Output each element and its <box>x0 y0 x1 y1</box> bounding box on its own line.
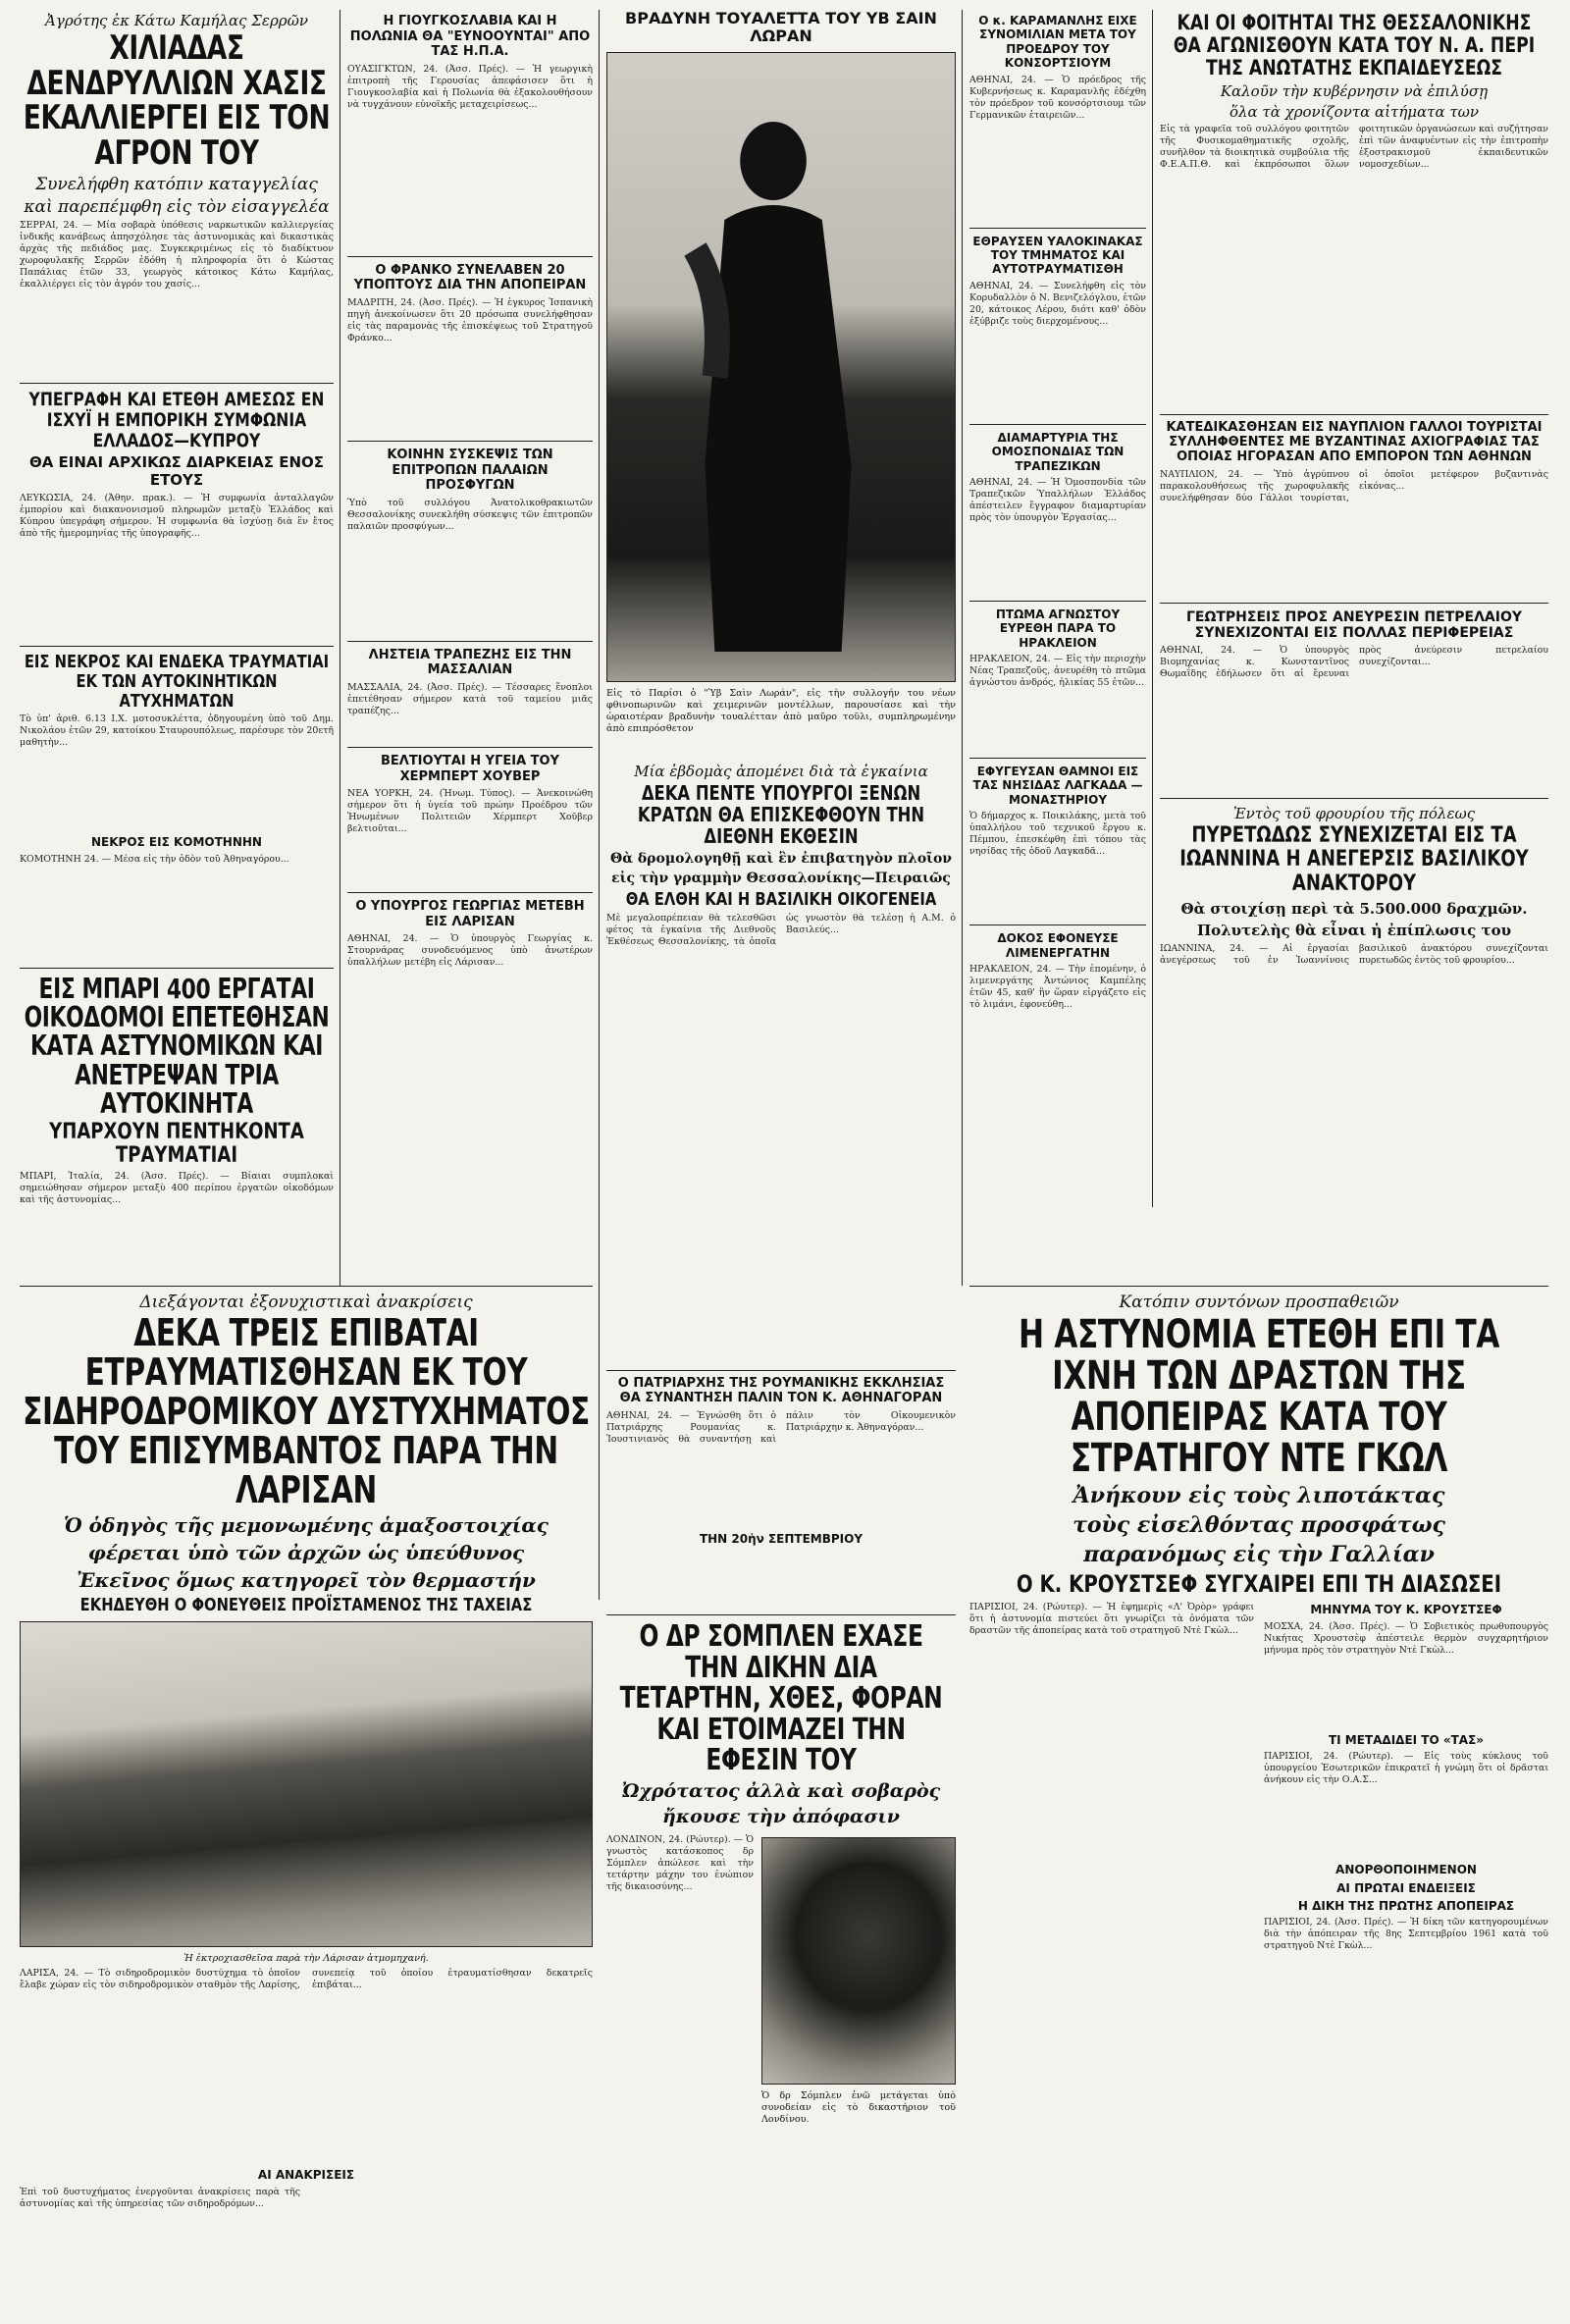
headline-karamanlis: Ο κ. ΚΑΡΑΜΑΝΛΗΣ ΕΙΧΕ ΣΥΝΟΜΙΛΙΑΝ ΜΕΤΑ ΤΟΥ ΠΡΟΕΔΡΟΥ ΤΟΥ ΚΟΝΣΟΡΤΣΙΟΥΜ <box>978 14 1137 71</box>
soblen-story <box>606 1831 956 2132</box>
headline-car-accidents: ΕΙΣ ΝΕΚΡΟΣ ΚΑΙ ΕΝΔΕΚΑ ΤΡΑΥΜΑΤΙΑΙ ΕΚ ΤΩΝ ΑΥΤΟΚΙΝΗΤΙΚΩΝ ΑΤΥΧΗΜΑΤΩΝ <box>24 651 330 712</box>
subhead: ΕΚΗΔΕΥΘΗ Ο ΦΟΝΕΥΘΕΙΣ ΠΡΟΪΣΤΑΜΕΝΟΣ ΤΗΣ ΤΑΧΕΙΑΣ <box>79 1595 533 1616</box>
article-body: ΗΡΑΚΛΕΙΟΝ, 24. — Τὴν ἐπομένην, ὁ λιμενεργάτης Ἀντώνιος Καμπέλης ἐτῶν 45, καθ' ἣν ὥραν εἰργάζετο εἰς τὸ λιμάνι, ἐφονεύθη... <box>969 964 1146 1011</box>
article-body: ΚΟΜΟΤΗΝΗ 24. — Μέσα εἰς τὴν ὁδὸν τοῦ Ἀθηναγόρου... <box>20 853 289 865</box>
de-gaulle-story <box>969 1599 1548 2115</box>
subhead: Η ΔΙΚΗ ΤΗΣ ΠΡΩΤΗΣ ΑΠΟΠΕΙΡΑΣ <box>1297 1898 1515 1913</box>
headline-de-gaulle: Η ΑΣΤΥΝΟΜΙΑ ΕΤΕΘΗ ΕΠΙ ΤΑ ΙΧΝΗ ΤΩΝ ΔΡΑΣΤΩΝ ΤΗΣ ΑΠΟΠΕΙΡΑΣ ΚΑΤΑ ΤΟΥ ΣΤΡΑΤΗΓΟΥ ΝΤΕ ΓΚΩΛ <box>1019 1312 1499 1481</box>
column-4 <box>969 10 1146 1055</box>
lower-middle-section <box>606 761 956 2132</box>
headline-train-accident: ΔΕΚΑ ΤΡΕΙΣ ΕΠΙΒΑΤΑΙ ΕΤΡΑΥΜΑΤΙΣΘΗΣΑΝ ΕΚ ΤΟΥ ΣΙΔΗΡΟΔΡΟΜΙΚΟΥ ΔΥΣΤΥΧΗΜΑΤΟΣ ΤΟΥ ΕΠΙΣΥΜΒΑΝΤΟΣ ΠΑΡΑ ΤΗΝ ΛΑΡΙΣΑΝ <box>23 1311 590 1511</box>
subhead: Συνελήφθη κατόπιν καταγγελίας <box>35 174 318 194</box>
subhead: τοὺς εἰσελθόντας προσφάτως <box>1073 1512 1445 1538</box>
subhead: Ὁ ὁδηγὸς τῆς μεμονωμένης ἁμαξοστοιχίας <box>64 1513 549 1538</box>
article-body: ΠΑΡΙΣΙΟΙ, 24. (Ρώυτερ). — Ἡ ἐφημερὶς «Λ' Ὀρὸρ» γράφει ὅτι ἡ ἀστυνομία πιστεύει ὅτι γνωρίζει τὰ ὀνόματα τῶν δραστῶν τῆς ἀποπείρας κατὰ τοῦ στρατηγοῦ Ντὲ Γκὼλ... <box>969 1602 1254 1637</box>
headline-khrushchev: Ο Κ. ΚΡΟΥΣΤΣΕΦ ΣΥΓΧΑΙΡΕΙ ΕΠΙ ΤΗ ΔΙΑΣΩΣΕΙ <box>1016 1570 1502 1598</box>
article-body: ΑΘΗΝΑΙ, 24. — Ἡ Ὁμοσπονδία τῶν Τραπεζικῶν Ὑπαλλήλων Ἑλλάδος ἀπέστειλεν ἔγγραφον διαμαρτυρίαν πρὸς τὸν ὑπουργὸν Ἐργασίας... <box>969 476 1146 523</box>
subhead: Ἐκεῖνος ὅμως κατηγορεῖ τὸν θερμαστήν <box>77 1568 536 1593</box>
subhead: εἰς τὴν γραμμὴν Θεσσαλονίκης—Πειραιῶς <box>611 871 951 886</box>
column-3 <box>606 10 956 738</box>
subhead: ΜΗΝΥΜΑ ΤΟΥ Κ. ΚΡΟΥΣΤΣΕΦ <box>1310 1603 1502 1617</box>
subhead: ΤΗΝ 20ἡν ΣΕΠΤΕΜΒΡΙΟΥ <box>699 1531 864 1546</box>
article-body: ΜΠΑΡΙ, Ἰταλία, 24. (Ἀσσ. Πρές). — Βίαιαι συμπλοκαὶ σημειώθησαν σήμερον μεταξὺ 400 περίπου ἐργατῶν οἰκοδόμων καὶ τῆς ἀστυνομίας... <box>20 1171 334 1206</box>
headline-students: ΚΑΙ ΟΙ ΦΟΙΤΗΤΑΙ ΤΗΣ ΘΕΣΣΑΛΟΝΙΚΗΣ ΘΑ ΑΓΩΝΙΣΘΟΥΝ ΚΑΤΑ ΤΟΥ Ν. Α. ΠΕΡΙ ΤΗΣ ΑΝΩΤΑΤΗΣ ΕΚΠΑΙΔΕΥΣΕΩΣ <box>1173 11 1536 80</box>
article-body: Ὑπὸ τοῦ συλλόγου Ἀνατολικοθρακιωτῶν Θεσσαλονίκης συνεκλήθη σύσκεψις τῶν ἐπιτροπῶν παλαιῶν προσφύγων... <box>347 497 593 532</box>
subhead: ΝΕΚΡΟΣ ΕΙΣ ΚΟΜΟΤΗΝΗΝ <box>91 835 262 850</box>
photo-caption: Ὁ δρ Σόμπλεν ἐνῶ μετάγεται ὑπὸ συνοδείαν εἰς τὸ δικαστήριον τοῦ Λονδίνου. <box>761 2089 956 2125</box>
headline-franco: Ο ΦΡΑΝΚΟ ΣΥΝΕΛΑΒΕΝ 20 ΥΠΟΠΤΟΥΣ ΔΙΑ ΤΗΝ ΑΠΟΠΕΙΡΑΝ <box>353 262 587 293</box>
article-body: ΙΩΑΝΝΙΝΑ, 24. — Αἱ ἐργασίαι ἀνεγέρσεως τοῦ ἐν Ἰωαννίνοις βασιλικοῦ ἀνακτόρου συνεχίζονται πυρετωδῶς ἐντὸς τοῦ φρουρίου... <box>1160 942 1548 966</box>
article-body: Ἐπὶ τοῦ δυστυχήματος ἐνεργοῦνται ἀνακρίσεις παρὰ τῆς ἀστυνομίας καὶ τῆς ὑπηρεσίας τῶν σιδηροδρόμων... <box>20 2186 300 2209</box>
kicker: Κατόπιν συντόνων προσπαθειῶν <box>1119 1293 1399 1312</box>
headline-glass: ΕΘΡΑΥΣΕΝ ΥΑΛΟΚΙΝΑΚΑΣ ΤΟΥ ΤΜΗΜΑΤΟΣ ΚΑΙ ΑΥΤΟΤΡΑΥΜΑΤΙΣΘΗ <box>972 234 1143 277</box>
article-body: Ὁ δήμαρχος κ. Ποικιλάκης, μετὰ τοῦ ὑπαλλήλου τοῦ τεχνικοῦ ἔργου κ. Πέμπου, ἐπεσκέφθη ἐπὶ τόπου τὰς νησίδας τῆς ὁδοῦ Λαγκαδᾶ... <box>969 811 1146 858</box>
dress-silhouette-icon <box>607 53 955 681</box>
lower-left-section <box>20 1286 593 2258</box>
article-body: ΑΘΗΝΑΙ, 24. — Συνελήφθη εἰς τὸν Κορυδαλλὸν ὁ Ν. Βενιζελόγλου, ἐτῶν 20, κάτοικος Λέρου, διότι καθ' ὁδὸν ἐξύβριζε τοὺς διερχομένους... <box>969 280 1146 327</box>
headline-unknown-body: ΠΤΩΜΑ ΑΓΝΩΣΤΟΥ ΕΥΡΕΘΗ ΠΑΡΑ ΤΟ ΗΡΑΚΛΕΙΟΝ <box>995 607 1121 650</box>
subhead: Θὰ δρομολογηθῇ καὶ ἓν ἐπιβατηγὸν πλοῖον <box>610 851 952 867</box>
headline-nafplion: ΚΑΤΕΔΙΚΑΣΘΗΣΑΝ ΕΙΣ ΝΑΥΠΛΙΟΝ ΓΑΛΛΟΙ ΤΟΥΡΙΣΤΑΙ ΣΥΛΛΗΦΘΕΝΤΕΣ ΜΕ ΒΥΖΑΝΤΙΝΑΣ ΑΧΙΟΓΡΑΦΙΑΣ ΤΑΣ ΟΠΟΙΑΣ ΗΓΟΡΑΣΑΝ ΑΠΟ ΕΜΠΟΡΟΝ ΤΩΝ ΑΘΗΝΩΝ <box>1166 420 1543 465</box>
article-body: ΑΘΗΝΑΙ, 24. — Ἐγνώσθη ὅτι ὁ Πατριάρχης Ρουμανίας κ. Ἰουστινιανὸς θὰ συναντήσῃ καὶ πάλιν τὸν Οἰκουμενικὸν Πατριάρχην κ. Ἀθηναγόραν... <box>606 1409 956 1445</box>
subhead: ΑΙ ΠΡΩΤΑΙ ΕΝΔΕΙΞΕΙΣ <box>1336 1880 1476 1895</box>
headline-bushes: ΕΦΥΓΕΥΣΑΝ ΘΑΜΝΟΙ ΕΙΣ ΤΑΣ ΝΗΣΙΔΑΣ ΛΑΓΚΑΔΑ — ΜΟΝΑΣΤΗΡΙΟΥ <box>972 765 1143 807</box>
article-body: ΛΕΥΚΩΣΙΑ, 24. (Ἀθην. πρακ.). — Ἡ συμφωνία ἀνταλλαγῶν ἐμπορίου καὶ διακανονισμοῦ πληρωμῶν μεταξὺ Ἑλλάδος καὶ Κύπρου ὑπεγράφη σήμερον. Ἡ συμφωνία θὰ ἰσχύσῃ διὰ ἓν ἔτος ἀπὸ τῆς ἡμερομηνίας τῆς ὑπογραφῆς... <box>20 492 334 539</box>
subhead: ΤΙ ΜΕΤΑΔΙΔΕΙ ΤΟ «ΤΑΣ» <box>1328 1732 1485 1747</box>
kicker: Διεξάγονται ἐξονυχιστικαὶ ἀνακρίσεις <box>139 1293 473 1312</box>
article-body: ΠΑΡΙΣΙΟΙ, 24. (Ρώυτερ). — Εἰς τοὺς κύκλους τοῦ ὑπουργείου Ἐσωτερικῶν ἐπικρατεῖ ἡ γνώμη ὅτι οἱ δρᾶσται ἀνήκουν εἰς τὴν Ο.Α.Σ... <box>1264 1751 1548 1786</box>
subhead: φέρεται ὑπὸ τῶν ἀρχῶν ὡς ὑπεύθυνος <box>87 1541 525 1565</box>
article-body: Μὲ μεγαλοπρέπειαν θὰ τελεσθῶσι φέτος τὰ ἐγκαίνια τῆς Διεθνοῦς Ἐκθέσεως Θεσσαλονίκης, τὰ ὁποῖα ὡς γνωστὸν θὰ τελέσῃ ἡ Α.Μ. ὁ Βασιλεύς... <box>606 912 956 947</box>
soblen-photo <box>761 1837 956 2085</box>
headline-soblen: Ο ΔΡ ΣΟΜΠΛΕΝ ΕΧΑΣΕ ΤΗΝ ΔΙΚΗΝ ΔΙΑ ΤΕΤΑΡΤΗΝ, ΧΘΕΣ, ΦΟΡΑΝ ΚΑΙ ΕΤΟΙΜΑΖΕΙ ΤΗΝ ΕΦΕΣΙΝ ΤΟΥ <box>619 1619 943 1778</box>
newspaper-page <box>20 10 1550 2314</box>
headline-agriculture-minister: Ο ΥΠΟΥΡΓΟΣ ΓΕΩΡΓΙΑΣ ΜΕΤΕΒΗ ΕΙΣ ΛΑΡΙΣΑΝ <box>355 899 585 929</box>
headline-dockworker: ΔΟΚΟΣ ΕΦΟΝΕΥΣΕ ΛΙΜΕΝΕΡΓΑΤΗΝ <box>997 931 1119 960</box>
headline-cyprus-agreement: ΥΠΕΓΡΑΦΗ ΚΑΙ ΕΤΕΘΗ ΑΜΕΣΩΣ ΕΝ ΙΣΧΥΪ Η ΕΜΠΟΡΙΚΗ ΣΥΜΦΩΝΙΑ ΕΛΛΑΔΟΣ—ΚΥΠΡΟΥ <box>28 388 325 451</box>
headline-royal-family: ΘΑ ΕΛΘΗ ΚΑΙ Η ΒΑΣΙΛΙΚΗ ΟΙΚΟΓΕΝΕΙΑ <box>625 889 937 910</box>
subhead: ΑΝΟΡΘΟΠΟΙΗΜΕΝΟΝ <box>1335 1863 1477 1877</box>
article-body: ΛΟΝΔΙΝΟΝ, 24. (Ρώυτερ). — Ὁ γνωστὸς κατάσκοπος δρ Σόμπλεν ἀπώλεσε καὶ τὴν τετάρτην μάχην του ἐνώπιον τῆς δικαιοσύνης... <box>606 1833 754 1892</box>
article-body: ΑΘΗΝΑΙ, 24. — Ὁ πρόεδρος τῆς Κυβερνήσεως κ. Καραμανλῆς ἐδέχθη τὸν πρόεδρον τοῦ κονσόρτσιουμ τῶν Γερμανικῶν ἑταιρειῶν... <box>969 74 1146 121</box>
headline-marseille: ΛΗΣΤΕΙΑ ΤΡΑΠΕΖΗΣ ΕΙΣ ΤΗΝ ΜΑΣΣΑΛΙΑΝ <box>368 647 572 678</box>
subhead: παρανόμως εἰς τὴν Γαλλίαν <box>1083 1542 1435 1567</box>
subhead: ΘΑ ΕΙΝΑΙ ΑΡΧΙΚΩΣ ΔΙΑΡΚΕΙΑΣ ΕΝΟΣ ΕΤΟΥΣ <box>28 453 325 489</box>
subhead: ΑΙ ΑΝΑΚΡΙΣΕΙΣ <box>257 2168 355 2183</box>
kicker: Ἀγρότης ἐκ Κάτω Καμήλας Σερρῶν <box>45 12 308 29</box>
headline-bank-federation: ΔΙΑΜΑΡΤΥΡΙΑ ΤΗΣ ΟΜΟΣΠΟΝΔΙΑΣ ΤΩΝ ΤΡΑΠΕΖΙΚΩΝ <box>991 430 1125 473</box>
article-body: ΑΘΗΝΑΙ, 24. — Ὁ ὑπουργὸς Γεωργίας κ. Στουρνάρας συνοδευόμενος ὑπὸ ἀνωτέρων ὑπαλλήλων μετέβη εἰς Λάρισαν... <box>347 933 593 969</box>
subhead: ἤκουσε τὴν ἀπόφασιν <box>662 1805 900 1827</box>
column-2 <box>347 10 593 1083</box>
headline-yugoslavia: Η ΓΙΟΥΓΚΟΣΛΑΒΙΑ ΚΑΙ Η ΠΟΛΩΝΙΑ ΘΑ "ΕΥΝΟΟΥΝΤΑΙ" ΑΠΟ ΤΑΣ Η.Π.Α. <box>349 14 591 60</box>
article-body: Τὸ ὑπ' ἀριθ. 6.13 Ι.Χ. μοτοσυκλέττα, ὁδηγουμένη ὑπὸ τοῦ Δημ. Νικολάου ἐτῶν 29, κατοίκου Σταυρουπόλεως, παρέσυρε τὸν 20ετῆ μαθητὴν... <box>20 713 334 749</box>
article-body: ΑΘΗΝΑΙ, 24. — Ὁ ὑπουργὸς Βιομηχανίας κ. Κωνσταντῖνος Θωμαΐδης ἐδήλωσεν ὅτι αἱ ἔρευναι πρὸς ἀνεύρεσιν πετρελαίου συνεχίζονται... <box>1160 645 1548 680</box>
subhead: Θὰ στοιχίσῃ περὶ τὰ 5.500.000 δραχμῶν. <box>1180 899 1528 918</box>
column-rule <box>599 10 600 1600</box>
headline-saint-laurent: ΒΡΑΔΥΝΗ ΤΟΥΑΛΕΤΤΑ ΤΟΥ ΥΒ ΣΑΙΝ ΛΩΡΑΝ <box>625 9 937 46</box>
article-body: ΜΑΣΣΑΛΙΑ, 24. (Ἀσσ. Πρές). — Τέσσαρες ἔνοπλοι ἐπετέθησαν σήμερον κατὰ τοῦ ταμείου μιᾶς τραπέζης... <box>347 681 593 716</box>
article-body: ΛΑΡΙΣΑ, 24. — Τὸ σιδηροδρομικὸν δυστύχημα τὸ ὁποῖον ἔλαβε χώραν εἰς τὸν σιδηροδρομικὸν σταθμὸν τῆς Λαρίσης, συνεπείᾳ τοῦ ὁποίου ἐτραυματίσθησαν δεκατρεῖς ἐπιβάται... <box>20 1968 593 1991</box>
headline-fair-ministers: ΔΕΚΑ ΠΕΝΤΕ ΥΠΟΥΡΓΟΙ ΞΕΝΩΝ ΚΡΑΤΩΝ ΘΑ ΕΠΙΣΚΕΦΘΟΥΝ ΤΗΝ ΔΙΕΘΝΗ ΕΚΘΕΣΙΝ <box>637 781 925 848</box>
article-body: ΣΕΡΡΑΙ, 24. — Μία σοβαρὰ ὑπόθεσις ναρκωτικῶν καλλιεργείας ἰνδικῆς κανάβεως ἀπησχόλησε τὰς ἀστυνομικὰς καὶ δικαστικὰς ἀρχὰς τῆς πεδιάδος μας. Συγκεκριμένως εἰς τὸ διαδίκτυον χωροφυλακῆς Σερρῶν ἐδόθη ἡ πληροφορία ὅτι ὁ Κώστας Παπάλιας ἐτῶν 33, γεωργὸς κάτοικος Κάτω Καμήλας, ἐκαλλιέργει εἰς τὸν ἀγρόν του χασίς... <box>20 219 334 290</box>
headline-ioannina-palace: ΠΥΡΕΤΩΔΩΣ ΣΥΝΕΧΙΖΕΤΑΙ ΕΙΣ ΤΑ ΙΩΑΝΝΙΝΑ Η ΑΝΕΓΕΡΣΙΣ ΒΑΣΙΛΙΚΟΥ ΑΝΑΚΤΟΡΟΥ <box>1179 823 1529 896</box>
subhead: Καλοῦν τὴν κυβέρνησιν νὰ ἐπιλύσῃ <box>1220 82 1489 101</box>
subhead: Ὠχρότατος ἀλλὰ καὶ σοβαρὸς <box>621 1779 941 1802</box>
kicker: Ἐντὸς τοῦ φρουρίου τῆς πόλεως <box>1232 805 1476 823</box>
column-rule <box>962 10 963 1286</box>
subhead: καὶ παρεπέμφθη εἰς τὸν εἰσαγγελέα <box>24 196 330 217</box>
article-body: ΟΥΑΣΙΓΚΤΩΝ, 24. (Ἀσσ. Πρές). — Ἡ γεωργικὴ ἐπιτροπὴ τῆς Γερουσίας ἀπεφάσισεν ὅτι ἡ Γιουγκοσλαβία καὶ ἡ Πολωνία θὰ ἐξακολουθήσουν νὰ τυγχάνουν εὐνοϊκῆς μεταχειρίσεως... <box>347 63 593 110</box>
article-body: Εἰς τὰ γραφεῖα τοῦ συλλόγου φοιτητῶν τῆς Φυσικομαθηματικῆς σχολῆς, συνῆλθον τὰ διοικητικὰ συμβούλια τῆς Φ.Ε.Α.Π.Θ. καὶ ἐκπρόσωποι ὅλων φοιτητικῶν ὀργανώσεων καὶ συζήτησαν ἐπὶ τῶν ἀναφυέντων εἰς τὴν ἐπιτροπὴν ἐξοστρακισμοῦ ἐκπαιδευτικῶν νομοσχεδίων... <box>1160 124 1548 171</box>
headline-hoover: ΒΕΛΤΙΟΥΤΑΙ Η ΥΓΕΙΑ ΤΟΥ ΧΕΡΜΠΕΡΤ ΧΟΥΒΕΡ <box>380 753 560 784</box>
column-rule <box>1152 10 1153 1207</box>
article-body: ΝΑΥΠΛΙΟΝ, 24. — Ὑπὸ ἀγρύπνου παρακολουθήσεως τῆς χωροφυλακῆς συνελήφθησαν δύο Γάλλοι τουρίσται, οἱ ὁποῖοι μετέφερον βυζαντινὰς εἰκόνας... <box>1160 469 1548 504</box>
subhead: ΥΠΑΡΧΟΥΝ ΠΕΝΤΗΚΟΝΤΑ ΤΡΑΥΜΑΤΙΑΙ <box>49 1119 304 1168</box>
column-1 <box>20 10 334 1262</box>
subhead: Πολυτελὴς θὰ εἶναι ἡ ἐπίπλωσις του <box>1196 921 1512 939</box>
headline-refugees: ΚΟΙΝΗΝ ΣΥΣΚΕΨΙΣ ΤΩΝ ΕΠΙΤΡΟΠΩΝ ΠΑΛΑΙΩΝ ΠΡΟΣΦΥΓΩΝ <box>387 447 553 494</box>
fashion-photo <box>606 52 956 682</box>
train-wreck-photo <box>20 1621 593 1947</box>
article-body: ΝΕΑ ΥΟΡΚΗ, 24. (Ἡνωμ. Τύπος). — Ἀνεκοινώθη σήμερον ὅτι ἡ ὑγεία τοῦ πρώην Προέδρου τῶν Ἡνωμένων Πολιτειῶν Χέρμπερτ Χοῦβερ βελτιοῦται... <box>347 788 593 835</box>
photo-caption: Εἰς τὸ Παρίσι ὁ "Ὑβ Σαὶν Λωράν", εἰς τὴν συλλογήν του νέων φθινοπωρινῶν καὶ χειμερινῶν μοντέλλων, παρουσίασε καὶ τὴν ὡραιοτέραν βραδυνὴν τουαλέτταν ἀπὸ μαῦρο τοῦλι, συμπληρωμένην ἀπὸ επιπρόσθετον <box>606 687 956 734</box>
article-body: ΜΑΔΡΙΤΗ, 24. (Ἀσσ. Πρές). — Ἡ ἐγκυρος Ἰσπανικὴ πηγὴ ἀνεκοίνωσεν ὅτι 20 πρόσωπα συνελήφθησαν εἰς τὰς παραμονὰς τῆς ἐπισκέψεως τοῦ Στρατηγοῦ Φράνκο... <box>347 296 593 343</box>
headline-oil: ΓΕΩΤΡΗΣΕΙΣ ΠΡΟΣ ΑΝΕΥΡΕΣΙΝ ΠΕΤΡΕΛΑΙΟΥ ΣΥΝΕΧΙΖΟΝΤΑΙ ΕΙΣ ΠΟΛΛΑΣ ΠΕΡΙΦΕΡΕΙΑΣ <box>1185 609 1522 642</box>
photo-caption: Ἡ ἐκτροχιασθεῖσα παρὰ τὴν Λάρισαν ἀτμομηχανή. <box>183 1953 429 1965</box>
article-body: ΜΟΣΧΑ, 24. (Ἀσσ. Πρές). — Ὁ Σοβιετικὸς πρωθυπουργὸς Νικήτας Χρουστσὲφ ἀπέστειλε θερμὸν συγχαρητήριον μήνυμα πρὸς τὸν στρατηγὸν Ντὲ Γκὼλ... <box>1264 1620 1548 1656</box>
lower-right-section <box>969 1286 1548 2115</box>
headline-hashish: ΧΙΛΙΑΔΑΣ ΔΕΝΔΡΥΛΛΙΩΝ ΧΑΣΙΣ ΕΚΑΛΛΙΕΡΓΕΙ ΕΙΣ ΤΟΝ ΑΓΡΟΝ ΤΟΥ <box>23 28 331 174</box>
headline-bari-workers: ΕΙΣ ΜΠΑΡΙ 400 ΕΡΓΑΤΑΙ ΟΙΚΟΔΟΜΟΙ ΕΠΕΤΕΘΗΣΑΝ ΚΑΤΑ ΑΣΤΥΝΟΜΙΚΩΝ ΚΑΙ ΑΝΕΤΡΕΨΑΝ ΤΡΙΑ ΑΥΤΟΚΙΝΗΤΑ <box>24 972 330 1121</box>
subhead: ὅλα τὰ χρονίζοντα αἰτήματα των <box>1229 103 1480 122</box>
headline-romanian-patriarch: Ο ΠΑΤΡΙΑΡΧΗΣ ΤΗΣ ΡΟΥΜΑΝΙΚΗΣ ΕΚΚΛΗΣΙΑΣ ΘΑ ΣΥΝΑΝΤΗΣΗ ΠΑΛΙΝ ΤΟΝ Κ. ΑΘΗΝΑΓΟΡΑΝ <box>617 1375 945 1405</box>
kicker: Μία ἑβδομὰς ἀπομένει διὰ τὰ ἐγκαίνια <box>634 763 928 780</box>
article-body: ΗΡΑΚΛΕΙΟΝ, 24. — Εἰς τὴν περιοχὴν Νέας Τραπεζοῦς, ἀνευρέθη τὸ πτῶμα ἀγνώστου ἀνδρός, ἡλικίας 55 ἐτῶν... <box>969 654 1146 689</box>
column-5 <box>1160 10 1548 1054</box>
subhead: Ἀνήκουν εἰς τοὺς λιποτάκτας <box>1073 1483 1445 1508</box>
article-body: ΠΑΡΙΣΙΟΙ, 24. (Ἀσσ. Πρές). — Ἡ δίκη τῶν κατηγορουμένων διὰ τὴν ἀπόπειραν τῆς 8ης Σεπτεμβρίου 1961 κατὰ τοῦ στρατηγοῦ Ντὲ Γκὼλ... <box>1264 1917 1548 1952</box>
